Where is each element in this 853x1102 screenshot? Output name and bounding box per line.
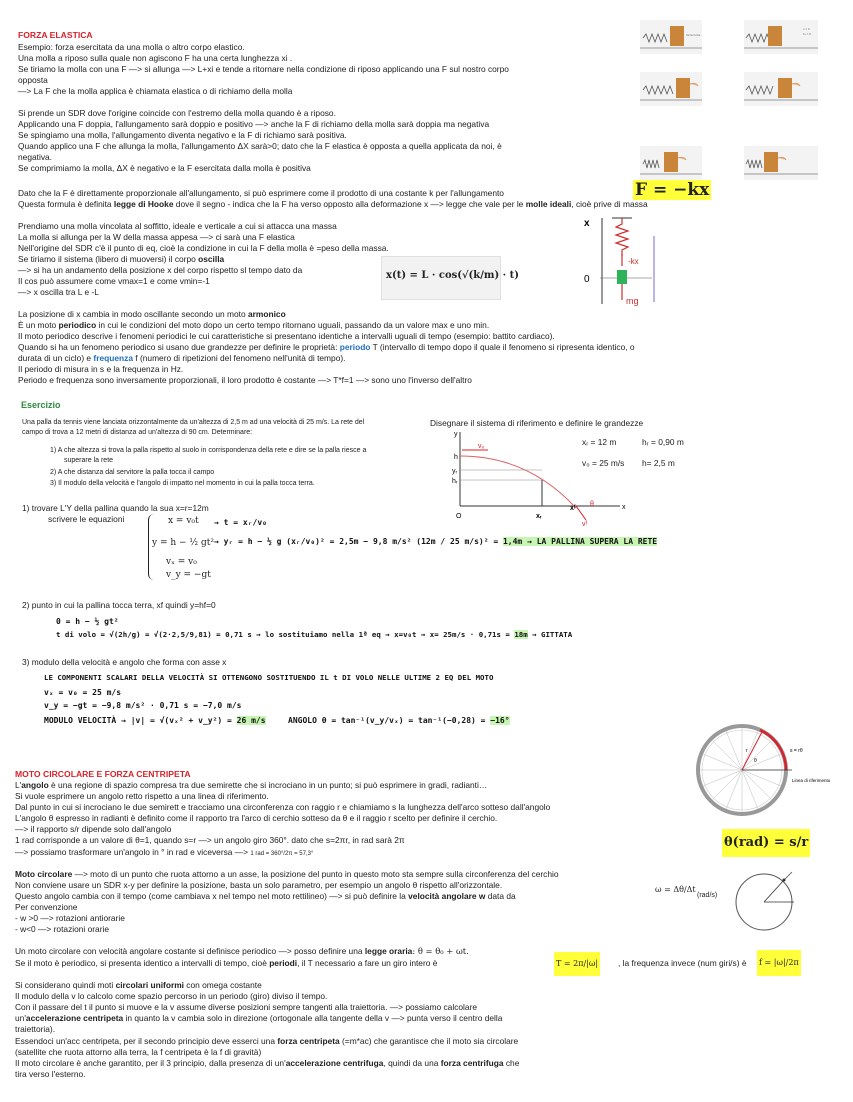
text-line: —> possiamo trasformare un'angolo in ° in rad e viceversa —> 1 rad = 360°/2π = 57,3° <box>15 847 314 857</box>
section-title-forza-elastica: FORZA ELASTICA <box>18 30 93 40</box>
vertical-spring-diagram <box>582 214 660 308</box>
text-line: Non conviene usare un SDR x-y per definire la posizione, basta un solo parametro, per esempio un angolo θ rispetto all'orizzontale. <box>15 880 503 890</box>
text-line: Applicando una F doppia, l'allungamento sarà doppio e positivo —> anche la F di richiamo della molla sarà doppia ma negativa <box>18 119 490 129</box>
frequency-formula: f = |ω|/2π <box>757 950 801 976</box>
period-formula: T = 2π/|ω| <box>554 952 600 976</box>
text-line: Nell'origine del SDR c'è il punto di eq, cioè la condizione in cui la F della molla è =peso della massa. <box>18 243 389 253</box>
fig-label: forza forza <box>686 33 701 37</box>
text-line: - w<0 —> rotazioni orarie <box>15 924 110 934</box>
text-line: Esempio: forza esercitata da una molla o altro corpo elastico. <box>18 42 245 52</box>
handwritten-step: vₓ = v₀ = 25 m/s <box>44 688 122 697</box>
text-line: 1 rad corrisponde a un valore di θ=1, quando s=r —> un angolo giro 360°. dato che s=2πr, in rad sarà 2π <box>15 835 405 845</box>
graph-h-label: h <box>454 454 458 461</box>
given-xr: xᵣ = 12 m <box>582 437 617 447</box>
force-label-mg: mg <box>626 296 639 306</box>
text-line: Moto circolare —> moto di un punto che ruota attorno a un asse, la posizione del punto in questo moto sta sempre sulla circonferenza del cerchio <box>15 869 559 879</box>
text-line: Una molla a riposo sulla quale non agiscono F ha una certa lunghezza xi . <box>18 53 293 63</box>
text-line: Dato che la F è direttamente proporzionale all'allungamento, si può esprimere come il prodotto di una costante k per l'allungamento <box>18 188 504 198</box>
problem-text: Una palla da tennis viene lanciata orizzontalmente da un'altezza di 2,5 m ad una velocità di 25 m/s. La rete del <box>22 419 365 426</box>
graph-theta-label: θ <box>590 501 594 508</box>
part-1-sub: scrivere le equazioni <box>48 514 125 524</box>
text-line: Questo angolo cambia con il tempo (come cambiava x nel tempo nel moto rettilineo) —> si può definire la velocità angolare w data da <box>15 891 516 901</box>
text-line: L'angolo è una regione di spazio compresa tra due semirette che si incrociano in un punto; si può esprimere in gradi, radianti… <box>15 780 488 790</box>
text-line: negativa. <box>18 152 52 162</box>
equation-y: y = h − ½ gt² <box>152 538 214 548</box>
text-line: L'angolo θ espresso in radianti è definito come il rapporto tra l'arco di cerchio sotteso da θ e il raggio r scelto per definire il cerchio. <box>15 813 498 823</box>
handwritten-step: v_y = −gt = −9,8 m/s² · 0,71 s = −7,0 m/s <box>44 701 242 710</box>
text-line: durata di un ciclo) e frequenza f (numero di ripetizioni del fenomeno nell'unità di tempo). <box>18 353 346 363</box>
text-line: - w >0 —> rotazioni antiorarie <box>15 913 125 923</box>
graph-v0-label: v₀ <box>478 443 485 450</box>
text-line: Essendoci un'acc centripeta, per il secondo principio deve esserci una forza centripeta (=m*ac) che garantisce che il moto sia circolare <box>15 1036 519 1046</box>
text-line: Dal punto in cui si incrociano le due semirett e tracciamo una circonferenza con raggio r e chiamiamo s la lunghezza dell'arco sotteso dall'angolo <box>15 802 551 812</box>
text-line: Questa formula è definita legge di Hooke dove il segno - indica che la F ha verso opposto alla deformazione x —> legge che vale per le molle ideali, cioè prive di massa <box>18 199 648 209</box>
text-line: Se spingiamo una molla, l'allungamento diventa negativo e la F di richiamo sarà positiva. <box>18 130 347 140</box>
handwritten-step: MODULO VELOCITÀ → |v| = √(vₓ² + v_y²) = 26 m/s <box>44 716 266 725</box>
radian-formula: θ(rad) = s/r <box>722 829 810 857</box>
axis-label-x: x <box>584 218 590 229</box>
fig-label: x = 0 <box>803 27 810 31</box>
text-line: Se tiriamo la molla con una F —> si allunga —> L+xi e tende a ritornare nella condizione di riposo applicando una F sul nostro corpo <box>18 64 509 74</box>
exercise-title: Esercizio <box>21 400 61 410</box>
text-line: Quando applico una F che allunga la molla, l'allungamento ΔX sarà>0; dato che la F elastica è opposta a quella applicata da noi, è <box>18 141 502 151</box>
handwritten-step: ANGOLO θ = tan⁻¹(v_y/vₓ) = tan⁻¹(−0,28) = −16° <box>288 716 510 725</box>
omega-unit: (rad/s) <box>697 892 718 899</box>
cos-formula-box <box>381 256 519 300</box>
handwritten-step: → t = xᵣ/v₀ <box>214 518 267 527</box>
part-1-title: 1) trovare L'Y della pallina quando la sua x=r=12m <box>22 503 209 513</box>
given-v0: v₀ = 25 m/s <box>582 458 625 468</box>
handwritten-step: 0 = h − ½ gt² <box>56 617 119 626</box>
equation-vx: vₓ = v₀ <box>166 557 197 567</box>
handwritten-step: → yᵣ = h − ½ g (xᵣ/v₀)² = 2,5m − 9,8 m/s² (12m / 25 m/s)² = 1,4m → LA PALLINA SUPERA LA RETE <box>214 537 658 546</box>
text-line: traiettoria). <box>15 1024 56 1034</box>
force-label-kx: -kx <box>628 257 639 266</box>
text-line: Con il passare del t il punto si muove e la v assume diverse posizioni sempre tangenti alla traiettoria. —> possiamo calcolare <box>15 1002 478 1012</box>
omega-formula: ω = Δθ/Δt <box>655 885 696 894</box>
problem-text: campo di trova a 12 metri di distanza ad un'altezza di 90 cm. Determinare: <box>22 429 253 436</box>
graph-hr-label: hᵣ <box>452 478 458 485</box>
section-title-moto-circolare: MOTO CIRCOLARE E FORZA CENTRIPETA <box>15 769 191 779</box>
text-line: Quando si ha un fenomeno periodico si usano due grandezze per definire le proprietà: periodo T (intervallo di tempo dopo il quale il fenomeno si ripresenta identico, o <box>18 342 635 352</box>
text-line: Il modulo della v lo calcolo come spazio percorso in un periodo (giro) diviso il tempo. <box>15 991 328 1001</box>
fig-label: Fₓ = 0 <box>803 32 811 36</box>
spring-figures-image <box>638 10 828 185</box>
text-line: Per convenzione <box>15 902 78 912</box>
graph-origin-label: O <box>456 513 462 520</box>
text-line: un'accelerazione centripeta in quanto la v cambia solo in direzione (ortogonale alla tangente della v —> punta verso il centro della <box>15 1013 503 1023</box>
text-line: , la frequenza invece (num giri/s) è <box>618 958 747 968</box>
text-line: Prendiamo una molla vincolata al soffitto, ideale e verticale a cui si attacca una massa <box>18 221 337 231</box>
text-line: Se tiriamo il sistema (libero di muoversi) il corpo oscilla <box>18 254 225 264</box>
handwritten-step: LE COMPONENTI SCALARI DELLA VELOCITÀ SI OTTENGONO SOSTITUENDO IL t DI VOLO NELLE ULTIME 2 EQ DEL MOTO <box>44 673 494 682</box>
graph-y-label: y <box>454 431 458 438</box>
given-hr: hᵣ = 0,90 m <box>642 437 684 447</box>
text-line: Il cos può assumere come vmax=1 e come vmin=-1 <box>18 276 210 286</box>
text-line: opposta <box>18 75 48 85</box>
question-2: 2) A che distanza dal servitore la palla tocca il campo <box>50 469 215 476</box>
text-line: Il moto circolare è anche garantito, per il 3 principio, dalla presenza di un'accelerazione centrifuga, quindi da una forza centrifuga che <box>15 1058 520 1068</box>
question-3: 3) Il modulo della velocità e l'angolo di impatto nel momento in cui la palla tocca terra. <box>50 480 315 487</box>
text-line: Se il moto è periodico, si presenta identico a intervalli di tempo, cioè periodi, il T necessario a fare un giro intero è <box>15 958 438 968</box>
cos-formula: x(t) = L · cos(√(k/m) · t) <box>386 270 519 281</box>
graph-xf-label: xᶠ <box>570 505 576 512</box>
equation-vy: v_y = −gt <box>166 570 211 580</box>
text-line: Il moto periodico descrive i fenomeni periodici le cui caratteristiche si presentano identiche a intervalli uguali di tempo (esempio: battito cardiaco). <box>18 331 555 341</box>
wheel-r-label: r <box>746 748 748 754</box>
text-line: tira verso l'esterno. <box>15 1069 86 1079</box>
text-line: Un moto circolare con velocità angolare costante si definisce periodico —> posso definire una legge oraria: θ = θ₀ + ωt. <box>15 946 469 956</box>
text-line: Si prende un SDR dove l'origine coincide con l'estremo della molla quando è a riposo. <box>18 108 336 118</box>
text-line: —> La F che la molla applica è chiamata elastica o di richiamo della molla <box>18 86 293 96</box>
axis-label-zero: 0 <box>584 274 590 285</box>
text-line: —> si ha un andamento della posizione x del corpo rispetto sl tempo dato da <box>18 265 303 275</box>
text-line: Se comprimiamo la molla, ΔX è negativo e la F esercitata dalla molla è positiva <box>18 163 311 173</box>
equation-x: x = v₀t <box>168 516 199 526</box>
graph-yr-label: yᵣ <box>452 468 458 475</box>
graph-xr-label: xᵣ <box>536 513 542 520</box>
text-line: È un moto periodico in cui le condizioni del moto dopo un certo tempo ritornano uguali, passando da un valore max e uno min. <box>18 320 490 330</box>
text-line: Si considerano quindi moti circolari uniformi con omega costante <box>15 980 262 990</box>
angular-velocity-diagram <box>732 866 800 936</box>
handwritten-step: t di volo = √(2h/g) = √(2·2,5/9,81) = 0,71 s → lo sostituiamo nella 1ª eq → x=v₀t → x= 25m/s · 0,71s = 18m → GITTATA <box>56 630 573 639</box>
graph-x-label: x <box>622 504 626 511</box>
text-line: La molla si allunga per la W della massa appesa —> ci sarà una F elastica <box>18 232 295 242</box>
text-line: (satellite che ruota attorno alla terra, la f centripeta è la f di gravità) <box>15 1047 262 1057</box>
part-3-title: 3) modulo della velocità e angolo che forma con asse x <box>22 657 227 667</box>
text-line: —> x oscilla tra L e -L <box>18 287 99 297</box>
question-1: 1) A che altezza si trova la palla rispetto al suolo in corrispondenza della rete e dire se la palla riesce a <box>50 447 367 454</box>
wheel-ref-label: Linea di riferimento <box>792 778 831 783</box>
hooke-formula: F = −kx <box>635 180 710 200</box>
draw-instruction: Disegnare il sistema di riferimento e definire le grandezze <box>430 418 644 428</box>
wheel-theta-label: θ <box>754 758 757 764</box>
text-line: Il periodo di misura in s e la frequenza in Hz. <box>18 364 184 374</box>
text-line: Si vuole esprimere un angolo retto rispetto a una linea di riferimento. <box>15 791 269 801</box>
text-line: Periodo e frequenza sono inversamente proporzionali, il loro prodotto è costante —> T*f=1 —> sono uno l'inverso dell'altro <box>18 375 472 385</box>
graph-vf-label: vᶠ <box>582 521 588 528</box>
text-line: La posizione di x cambia in modo oscillante secondo un moto armonico <box>18 309 286 319</box>
given-h: h= 2,5 m <box>642 458 675 468</box>
part-2-title: 2) punto in cui la pallina tocca terra, xf quindi y=hf=0 <box>22 600 216 610</box>
wheel-diagram <box>692 722 832 816</box>
text-line: —> il rapporto s/r dipende solo dall'angolo <box>15 824 172 834</box>
question-1-cont: superare la rete <box>64 457 114 464</box>
wheel-s-label: s = rθ <box>790 748 803 754</box>
